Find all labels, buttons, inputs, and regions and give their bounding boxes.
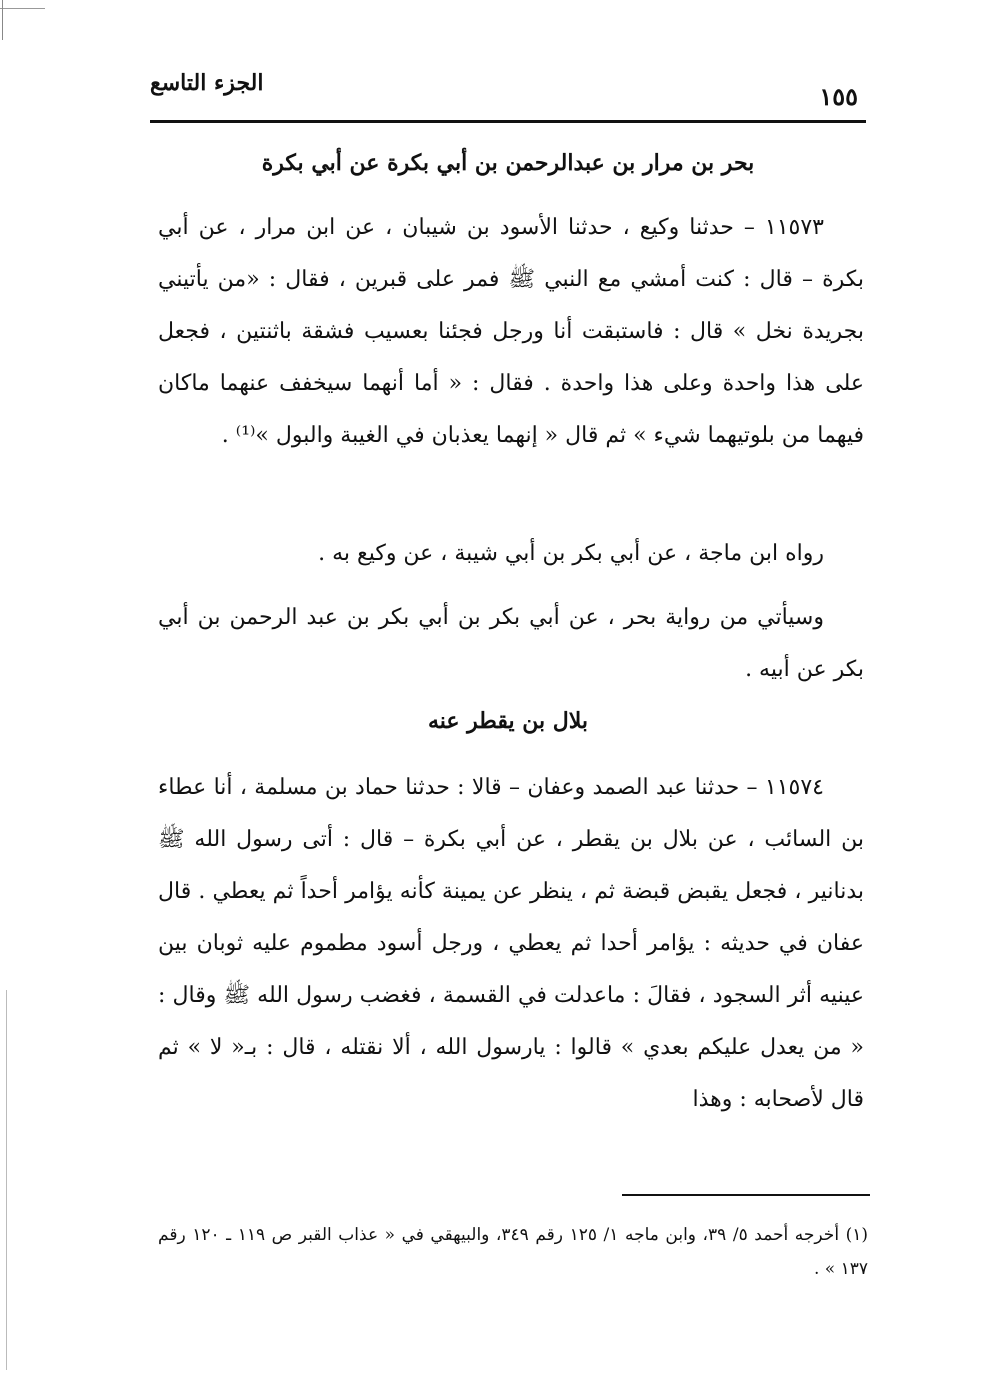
reference-note: وسيأتي من رواية بحر ، عن أبي بكر بن أبي بكر بن عبد الرحمن بن أبي بكر عن أبيه . [158,605,864,682]
section-heading: بلال بن يقطر عنه [427,708,589,734]
page-number: ١٥٥ [819,82,858,111]
reference-note: رواه ابن ماجة ، عن أبي بكر بن أبي شيبة ، عن وكيع به . [318,541,824,566]
hadith-text: ١١٥٧٤ – حدثنا عبد الصمد وعفان – قالا : حدثنا حماد بن مسلمة ، أنا عطاء بن السائب ، عن بلال بن يقطر ، عن أبي بكرة – قال : أتى رسول الله ﷺ بدنانير ، فجعل يقبض قبضة ثم ، ينظر عن يمينة كأنه يؤامر أحداً ثم يعطي . قال عفان في حديثه : يؤامر أحدا ثم يعطي ، ورجل أسود مطموم عليه ثوبان بين عينيه أثر السجود ، فقالَ : ماعدلت في القسمة ، فغضب رسول الله ﷺ وقال : « من يعدل عليكم بعدي » قالوا : يارسول الله ، ألا نقتله ، قال : بـ« لا » ثم قال لأصحابه : وهذا [158,775,864,1112]
footnote-rule [622,1194,870,1196]
scan-edge-line [2,0,3,40]
page-header [150,68,866,116]
scan-edge-line [0,8,45,9]
header-rule [150,120,866,123]
footnote: (١) أخرجه أحمد ٥/ ٣٩، وابن ماجه ١/ ١٢٥ رقم ٣٤٩، والبيهقي في « عذاب القبر ص ١١٩ ـ ١٢٠ رقم ١٣٧ » . [158,1225,868,1279]
scan-edge-line [6,990,7,1370]
running-title: الجزء التاسع [150,70,264,96]
section-heading: بحر بن مرار بن عبدالرحمن بن أبي بكرة عن أبي بكرة [261,150,755,176]
hadith-text: ١١٥٧٣ – حدثنا وكيع ، حدثنا الأسود بن شيبان ، عن ابن مرار ، عن أبي بكرة – قال : كنت أمشي مع النبي ﷺ فمر على قبرين ، فقال : «من يأتيني بجريدة نخل » قال : فاستبقت أنا ورجل فجئنا بعسيب فشقة باثنتين ، فجعل على هذا واحدة وعلى هذا واحدة . فقال : « أما أنهما سيخفف عنهما ماكان فيهما من بلوتيهما شيء » ثم قال « إنهما يعذبان في الغيبة والبول »⁽¹⁾ . [158,215,864,448]
